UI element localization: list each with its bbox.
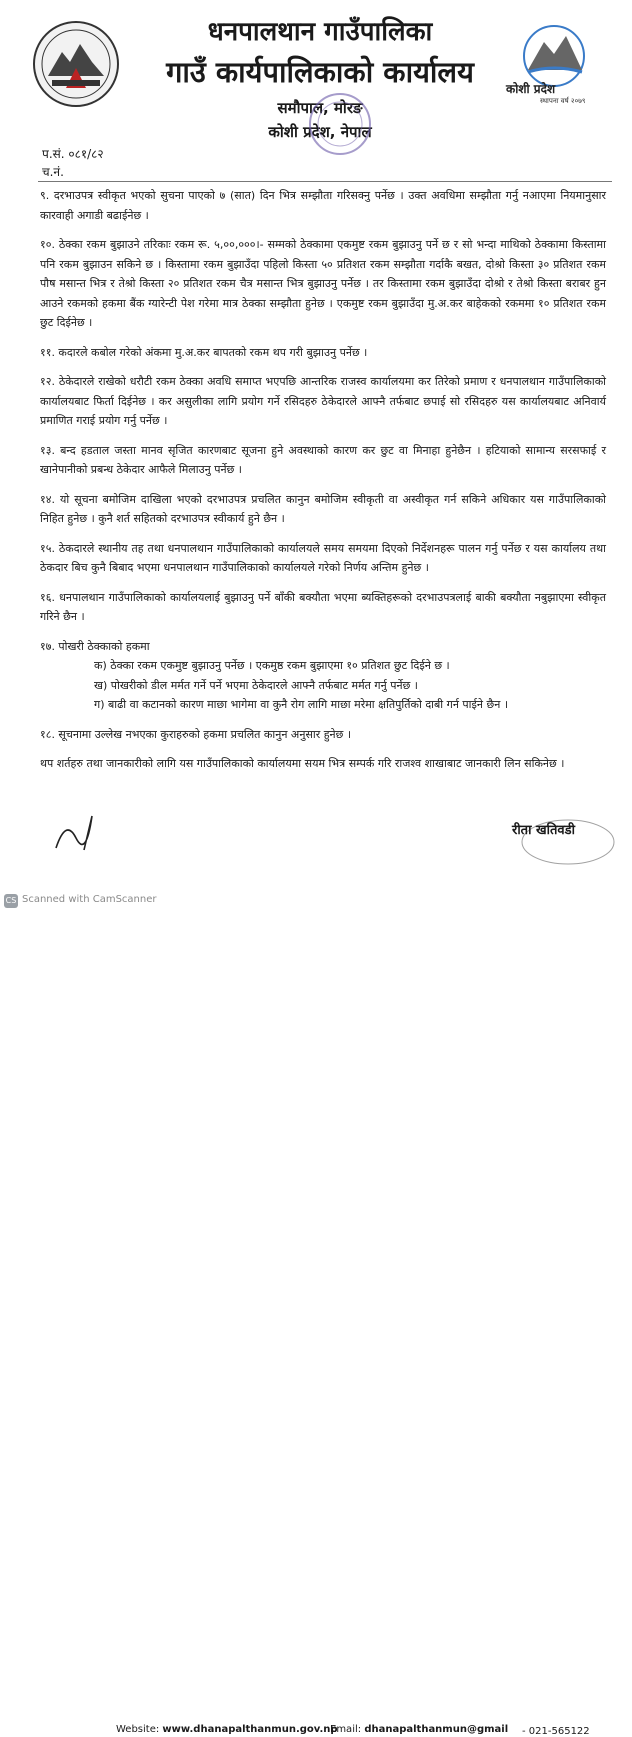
office-location: समौपाल, मोरङ	[277, 99, 363, 117]
clause-15: १५. ठेकदारले स्थानीय तह तथा धनपालथान गाउँपालिकाको कार्यालयले समय समयमा दिएको निर्देशनहरू पालन गर्नु पर्नेछ र यस कार्यालय तथा ठेकदार बिच कुनै बिबाद भएमा धनपालथान गाउँपालिकाको कार्यालयले गरेको निर्णय अन्तिम हुनेछ ।	[40, 541, 606, 574]
camscanner-icon: CS	[4, 894, 18, 908]
scanner-text: Scanned with CamScanner	[22, 894, 157, 905]
scanner-watermark	[0, 892, 632, 910]
email-info	[330, 1724, 508, 1735]
clause-13: १३. बन्द हडताल जस्ता मानव सृजित कारणबाट सूजना हुने अवस्थाको कारण कर छुट वा मिनाहा हुनेछैन । हटियाको सामान्य सरसफाई र खानेपानीको प्रबन्ध ठेकेदार आफैले मिलाउनु पर्नेछ ।	[40, 443, 606, 476]
email-label: Email:	[330, 1724, 362, 1735]
clause-17-heading: १७. पोखरी ठेक्काको हकमा	[40, 639, 150, 653]
header-divider	[38, 181, 612, 182]
clause-17-item: ख) पोखरीको डील मर्मत गर्ने पर्ने भएमा ठेकेदारले आफ्नै तर्फबाट मर्मत गर्नु पर्नेछ ।	[94, 678, 418, 692]
clause-10: १०. ठेक्का रकम बुझाउने तरिकाः रकम रू. ५,००,०००।- सम्मको ठेक्कामा एकमुष्ट रकम बुझाउनु पर्ने छ र सो भन्दा माथिको ठेक्कामा किस्तामा पनि रकम बुझाउन सकिने छ । किस्तामा रकम बुझाउँदा पहिलो किस्ता ५० प्रतिशत रकम सम्झौता गर्दाकै बखत, दोश्रो किस्ता ३० प्रतिशत रकम पौष मसान्त भित्र र तेश्रो किस्ता २० प्रतिशत रकम चैत्र मसान्त भित्र बुझाउनु पर्नेछ । तर किस्तामा रकम बुझाउँदा दोश्रो र तेश्रो किस्ता बराबर हुन आउने रकमको हकमा बैंक ग्यारेन्टी पेश गरेमा मात्र ठेक्का सम्झौता हुनेछ । एकमुष्ट रकम बुझाउँदा मु.अ.कर बाहेकको रकममा १० प्रतिशत रकम छुट दिईनेछ ।	[40, 238, 606, 329]
email-link[interactable]: dhanapalthanmun@gmail	[364, 1724, 509, 1735]
phone-number: - 021-565122	[522, 1726, 590, 1737]
clause-9: ९. दरभाउपत्र स्वीकृत भएको सुचना पाएको ७ (सात) दिन भित्र सम्झौता गरिसक्नु पर्नेछ । उक्त अवधिमा सम्झौता गर्नु नआएमा नियमानुसार कारवाही अगाडी बढाईनेछ ।	[40, 189, 606, 222]
website-link[interactable]: www.dhanapalthanmun.gov.np	[162, 1724, 338, 1735]
nepal-emblem-icon	[30, 18, 122, 110]
clause-17-item: क) ठेक्का रकम एकमुष्ट बुझाउनु पर्नेछ । एकमुष्ठ रकम बुझाएमा १० प्रतिशत छुट दिईने छ ।	[94, 659, 450, 672]
clause-12: १२. ठेकेदारले राखेको धरौटी रकम ठेक्का अवधि समाप्त भएपछि आन्तरिक राजस्व कार्यालयमा कर तिरेको प्रमाण र धनपालथान गाउँपालिकाको कार्यालयबाट फिर्ता दिईनेछ । कर असुलीका लागि प्रयोग गर्ने रसिदहरु ठेकेदारले आफ्नै तर्फबाट छपाई सो रसिदहरु यस कार्यालयबाट अनिवार्य प्रमाणित गराई प्रयोग गर्नु पर्नेछ ।	[40, 375, 606, 427]
clause-14: १४. यो सूचना बमोजिम दाखिला भएको दरभाउपत्र प्रचलित कानुन बमोजिम स्वीकृती वा अस्वीकृत गर्न सकिने अधिकार यस गाउँपालिकाको निहित हुनेछ । कुनै शर्त सहितको दरभाउपत्र स्वीकार्य हुने छैन ।	[40, 492, 606, 525]
closing-note: थप शर्तहरु तथा जानकारीको लागि यस गाउँपालिकाको कार्यालयमा सयम भित्र सम्पर्क गरि राजश्व शाखाबाट जानकारी लिन सकिनेछ ।	[40, 757, 565, 770]
signatory-name: रीता खतिवडी	[512, 823, 575, 838]
letter-reference-number: प.सं. ०८१/८२	[42, 147, 104, 161]
municipality-name: धनपालथान गाउँपालिका	[207, 17, 433, 47]
dispatch-number: च.नं.	[42, 165, 64, 179]
letterhead	[0, 0, 632, 140]
reference-numbers	[42, 145, 104, 181]
signature-scribble-icon	[48, 808, 108, 856]
clause-16: १६. धनपालथान गाउँपालिकाको कार्यालयलाई बुझाउनु पर्ने बाँकी बक्यौता भएमा ब्यक्तिहरूको दरभाउपत्रलाई बाकी बक्यौता नबुझाएमा स्वीकृत गरिने छैन ।	[40, 590, 606, 623]
koshi-logo-subtext: स्थापना वर्ष २०७९	[540, 97, 586, 105]
clause-17	[40, 637, 606, 715]
notice-body	[40, 186, 606, 784]
clause-17-item: ग) बाढी वा कटानको कारण माछा भागेमा वा कुनै रोग लागि माछा मरेमा क्षतिपुर्तिको दाबी गर्न पाईने छैन ।	[94, 698, 509, 711]
website-label: Website:	[116, 1724, 160, 1735]
clause-11: ११. कदारले कबोल गरेको अंकमा मु.अ.कर बापतको रकम थप गरी बुझाउनु पर्नेछ ।	[40, 345, 368, 359]
province-country: कोशी प्रदेश, नेपाल	[268, 123, 372, 141]
office-name: गाउँ कार्यपालिकाको कार्यालय	[166, 55, 474, 89]
website-info	[116, 1724, 338, 1735]
clause-18: १८. सूचनामा उल्लेख नभएका कुराहरुको हकमा प्रचलित कानुन अनुसार हुनेछ ।	[40, 727, 352, 741]
office-stamp-icon	[300, 88, 380, 160]
koshi-logo-text: कोशी प्रदेश	[506, 82, 556, 96]
